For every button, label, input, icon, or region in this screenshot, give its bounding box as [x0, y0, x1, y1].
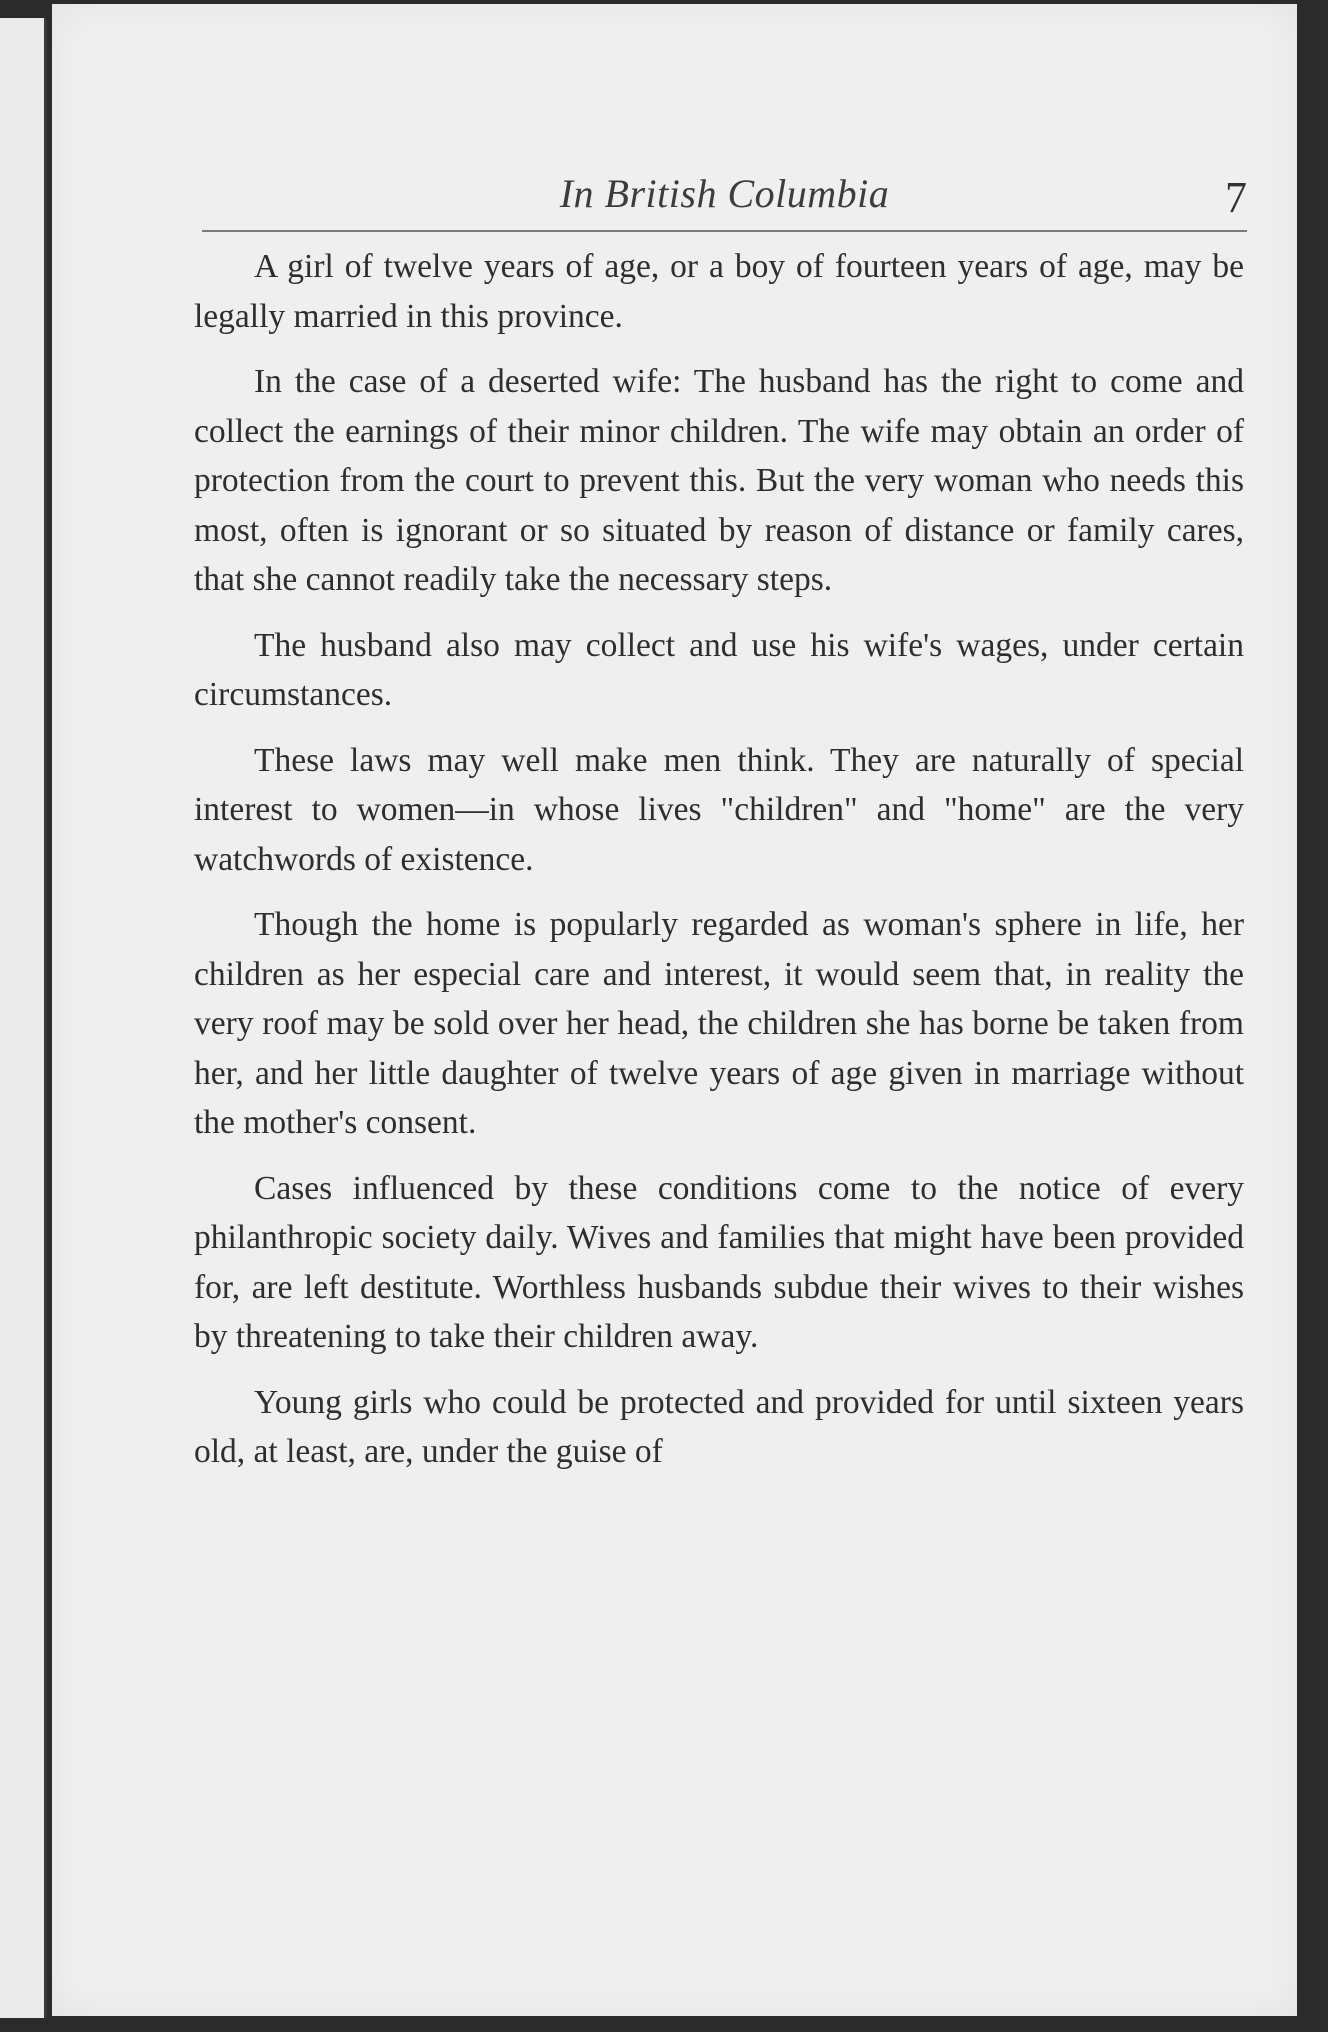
facing-page-edge: [0, 18, 47, 2018]
running-head: [202, 166, 1247, 236]
paragraph-young-girls: Young girls who could be protected and provided for until sixteen years old, at least, are, under the guise of: [194, 1383, 1244, 1470]
body-text: [194, 242, 1244, 1493]
paragraph-home-sphere: Though the home is popularly regarded as woman's sphere in life, her children as her especial care and interest, it would seem that, in reality the very roof may be sold over her head, the children she has borne be taken from her, and her little daughter of twelve years of age given in marriage without the mother's consent.: [194, 906, 1244, 1141]
book-page: [52, 4, 1297, 2016]
paragraph-cases: Cases influenced by these conditions come to the notice of every philanthropic society daily. Wives and families that might have been provided for, are left destitute. Worthless husbands subdue their wives to their wishes by threatening to take their children away.: [194, 1169, 1244, 1355]
paragraph-deserted-wife: In the case of a deserted wife: The husband has the right to come and collect the earnings of their minor children. The wife may obtain an order of protection from the court to prevent this. But the very woman who needs this most, often is ignorant or so situated by reason of distance or family cares, that she cannot readily take the necessary steps.: [194, 363, 1244, 598]
paragraph-laws: These laws may well make men think. They are naturally of special interest to women—in whose lives "children" and "home" are the very watchwords of existence.: [194, 741, 1244, 878]
header-rule: [202, 230, 1247, 232]
running-title: In British Columbia: [559, 171, 890, 216]
paragraph-marriage-age: A girl of twelve years of age, or a boy of fourteen years of age, may be legally married in this province.: [194, 248, 1244, 335]
page-number: 7: [1225, 173, 1247, 222]
paragraph-wife-wages: The husband also may collect and use his wife's wages, under certain circumstances.: [194, 626, 1244, 713]
